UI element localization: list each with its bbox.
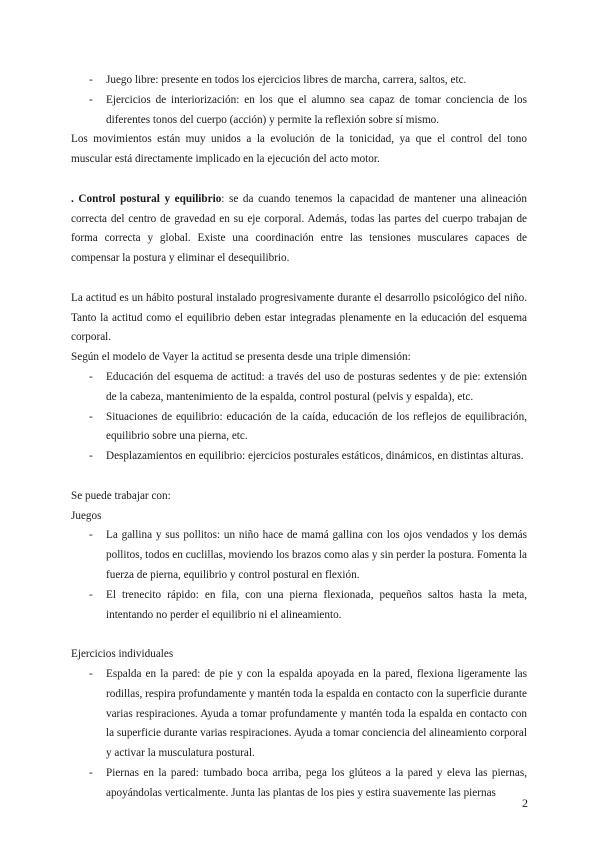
- dash-marker: -: [89, 588, 93, 601]
- paragraph-tonicity: Los movimientos están muy unidos a la evolución de la tonicidad, ya que el control del tono muscular está directamente implicado en la ejecución del acto motor.: [71, 133, 527, 166]
- intro-list: [71, 71, 527, 130]
- paragraph-control-postural: . Control postural y equilibrio: se da cuando tenemos la capacidad de mantener una alineación correcta del centro de gravedad en su eje corporal. Además, todas las partes del cuerpo trabajan de forma correcta y global. Existe una coordinación entre las tensiones musculares capaces de compensar la postura y eliminar el desequilibrio.: [71, 192, 527, 265]
- paragraph-actitud: La actitud es un hábito postural instalado progresivamente durante el desarrollo psicológico del niño. Tanto la actitud como el equilibrio deben estar integradas plenamente en la educación del esquema corporal.: [71, 291, 527, 344]
- list-item: - Situaciones de equilibrio: educación de la caída, educación de los reflejos de equilibración, equilibrio sobre una pierna, etc.: [71, 408, 527, 448]
- list-item: - El trenecito rápido: en fila, con una pierna flexionada, pequeños saltos hasta la meta, intentando no perder el equilibrio ni el alineamiento.: [71, 586, 527, 626]
- dash-marker: -: [89, 74, 93, 86]
- list-item: - Juego libre: presente en todos los ejercicios libres de marcha, carrera, saltos, etc.: [71, 71, 527, 91]
- dash-marker: -: [89, 410, 93, 423]
- list-item: - La gallina y sus pollitos: un niño hace de mamá gallina con los ojos vendados y los demás pollitos, todos en cuclillas, moviendo los brazos como alas y sin perder la postura. Fomenta la fuerza de pierna, equilibrio y control postural en flexión.: [71, 526, 527, 585]
- list-item: - Espalda en la pared: de pie y con la espalda apoyada en la pared, flexiona ligeramente las rodillas, respira profundamente y mantén toda la espalda en contacto con la superficie durante varias respiraciones. Ayuda a tomar profundamente y mantén toda la espalda en contacto con la superficie durante varias respiraciones. Ayuda a tomar conciencia del alineamiento corporal y activar la musculatura postural.: [71, 665, 527, 764]
- juegos-list: [71, 526, 527, 625]
- section-heading-control-postural: . Control postural y equilibrio: [71, 192, 222, 205]
- list-item: - Piernas en la pared: tumbado boca arriba, pega los glúteos a la pared y eleva las piernas, apoyándolas verticalmente. Junta las plantas de los pies y estira suavemente las piernas: [71, 764, 527, 804]
- list-item: - Desplazamientos en equilibrio: ejercicios posturales estáticos, dinámicos, en distintas alturas.: [71, 447, 527, 467]
- page-number: 2: [522, 796, 528, 810]
- ejercicios-list: [71, 665, 527, 804]
- dash-marker: -: [89, 93, 93, 106]
- list-item: - Ejercicios de interiorización: en los que el alumno sea capaz de tomar conciencia de los diferentes tonos del cuerpo (acción) y permite la reflexión sobre sí mismo.: [71, 91, 527, 131]
- paragraph-se-puede: Se puede trabajar con:: [71, 489, 171, 502]
- dash-marker: -: [89, 370, 93, 383]
- dash-marker: -: [89, 450, 93, 463]
- document-page: [71, 71, 527, 803]
- vayer-list: [71, 368, 527, 467]
- list-item: - Educación del esquema de actitud: a través del uso de posturas sedentes y de pie: extensión de la cabeza, mantenimiento de la espalda, control postural (pelvis y espalda), etc.: [71, 368, 527, 408]
- ejercicios-heading: Ejercicios individuales: [71, 648, 174, 661]
- dash-marker: -: [89, 667, 93, 680]
- juegos-heading: Juegos: [71, 509, 102, 522]
- paragraph-vayer: Según el modelo de Vayer la actitud se presenta desde una triple dimensión:: [71, 351, 411, 364]
- dash-marker: -: [89, 766, 93, 779]
- dash-marker: -: [89, 529, 93, 542]
